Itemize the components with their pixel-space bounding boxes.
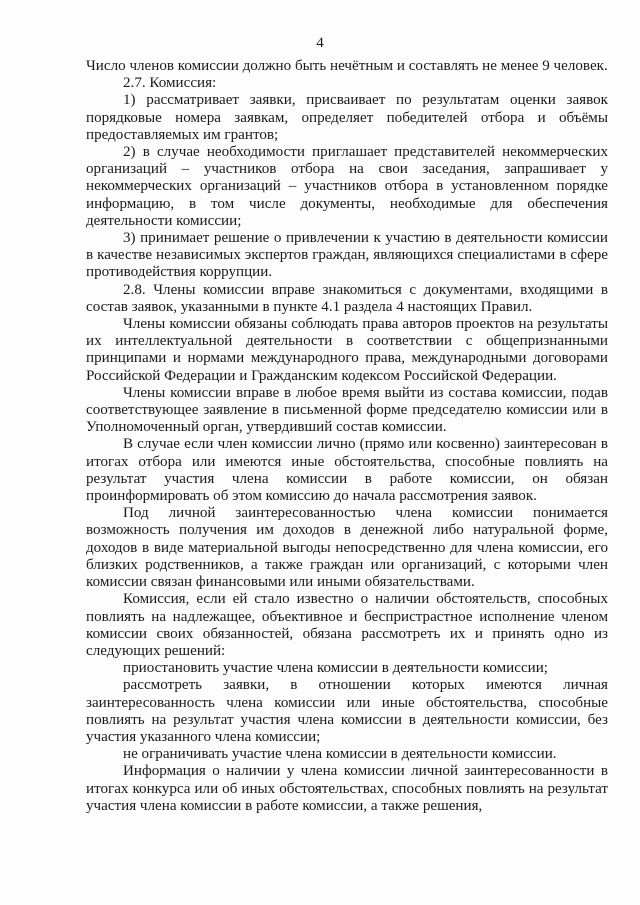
paragraph-section-2-8: 2.8. Члены комиссии вправе знакомиться с документами, входящими в состав заявок, указанными в пункте 4.1 раздела 4 настоящих Правил. (86, 281, 608, 315)
paragraph-resignation: Члены комиссии вправе в любое время выйти из состава комиссии, подав соответствующее заявление в письменной форме председателю комиссии или в Уполномоченный орган, утвердивший состав комиссии. (86, 384, 608, 436)
paragraph-item-3: 3) принимает решение о привлечении к участию в деятельности комиссии в качестве независимых экспертов граждан, являющихся специалистами в сфере противодействия коррупции. (86, 230, 608, 281)
paragraph-conflict-interest: В случае если член комиссии лично (прямо или косвенно) заинтересован в итогах отбора или имеются иные обстоятельства, способные повлиять на результат участия члена комиссии в работе комиссии, он обязан проинформировать об этом комиссию до начала рассмотрения заявок. (86, 436, 608, 505)
body-text (86, 58, 608, 815)
paragraph-decision-no-restriction: не ограничивать участие члена комиссии в деятельности комиссии. (123, 746, 557, 763)
paragraph-author-rights: Члены комиссии обязаны соблюдать права авторов проектов на результаты их интеллектуальной деятельности в соответствии с общепризнанными принципами и нормами международного права, международными договорами Российской Федерации и Гражданским кодексом Российской Федерации. (86, 316, 608, 384)
paragraph-decision-suspend: приостановить участие члена комиссии в деятельности комиссии; (123, 660, 549, 677)
paragraph-personal-interest-definition: Под личной заинтересованностью члена комиссии понимается возможность получения им доходов в денежной либо натуральной форме, доходов в виде материальной выгоды непосредственно для члена комиссии, его близких родственников, а также граждан или организаций, с которыми член комиссии связан финансовыми или иными обязательствами. (86, 505, 608, 591)
page-number: 4 (316, 35, 324, 51)
paragraph-item-1: 1) рассматривает заявки, присваивает по результатам оценки заявок порядковые номера заявкам, определяет победителей отбора и объёмы предоставляемых им грантов; (86, 92, 608, 143)
paragraph-decision-review-without: рассмотреть заявки, в отношении которых имеются личная заинтересованность члена комиссии или иные обстоятельства, способные повлиять на результат участия члена комиссии в деятельности комиссии, без участия указанного члена комиссии; (86, 677, 608, 745)
paragraph-section-2-7: 2.7. Комиссия: (123, 75, 217, 92)
paragraph-member-count: Число членов комиссии должно быть нечётным и составлять не менее 9 человек. (86, 58, 608, 74)
paragraph-item-2: 2) в случае необходимости приглашает представителей некоммерческих организаций – участников отбора на свои заседания, запрашивает у некоммерческих организаций – участников отбора в установленном порядке информацию, в том числе документы, необходимые для обеспечения деятельности комиссии; (86, 144, 608, 229)
paragraph-information-interest: Информация о наличии у члена комиссии личной заинтересованности в итогах конкурса или об иных обстоятельствах, способных повлиять на результат участия члена комиссии в работе комиссии, а также решения, (86, 763, 608, 814)
paragraph-commission-decisions: Комиссия, если ей стало известно о наличии обстоятельств, способных повлиять на надлежащее, объективное и беспристрастное исполнение членом комиссии своих обязанностей, обязана рассмотреть их и принять одно из следующих решений: (86, 591, 608, 659)
